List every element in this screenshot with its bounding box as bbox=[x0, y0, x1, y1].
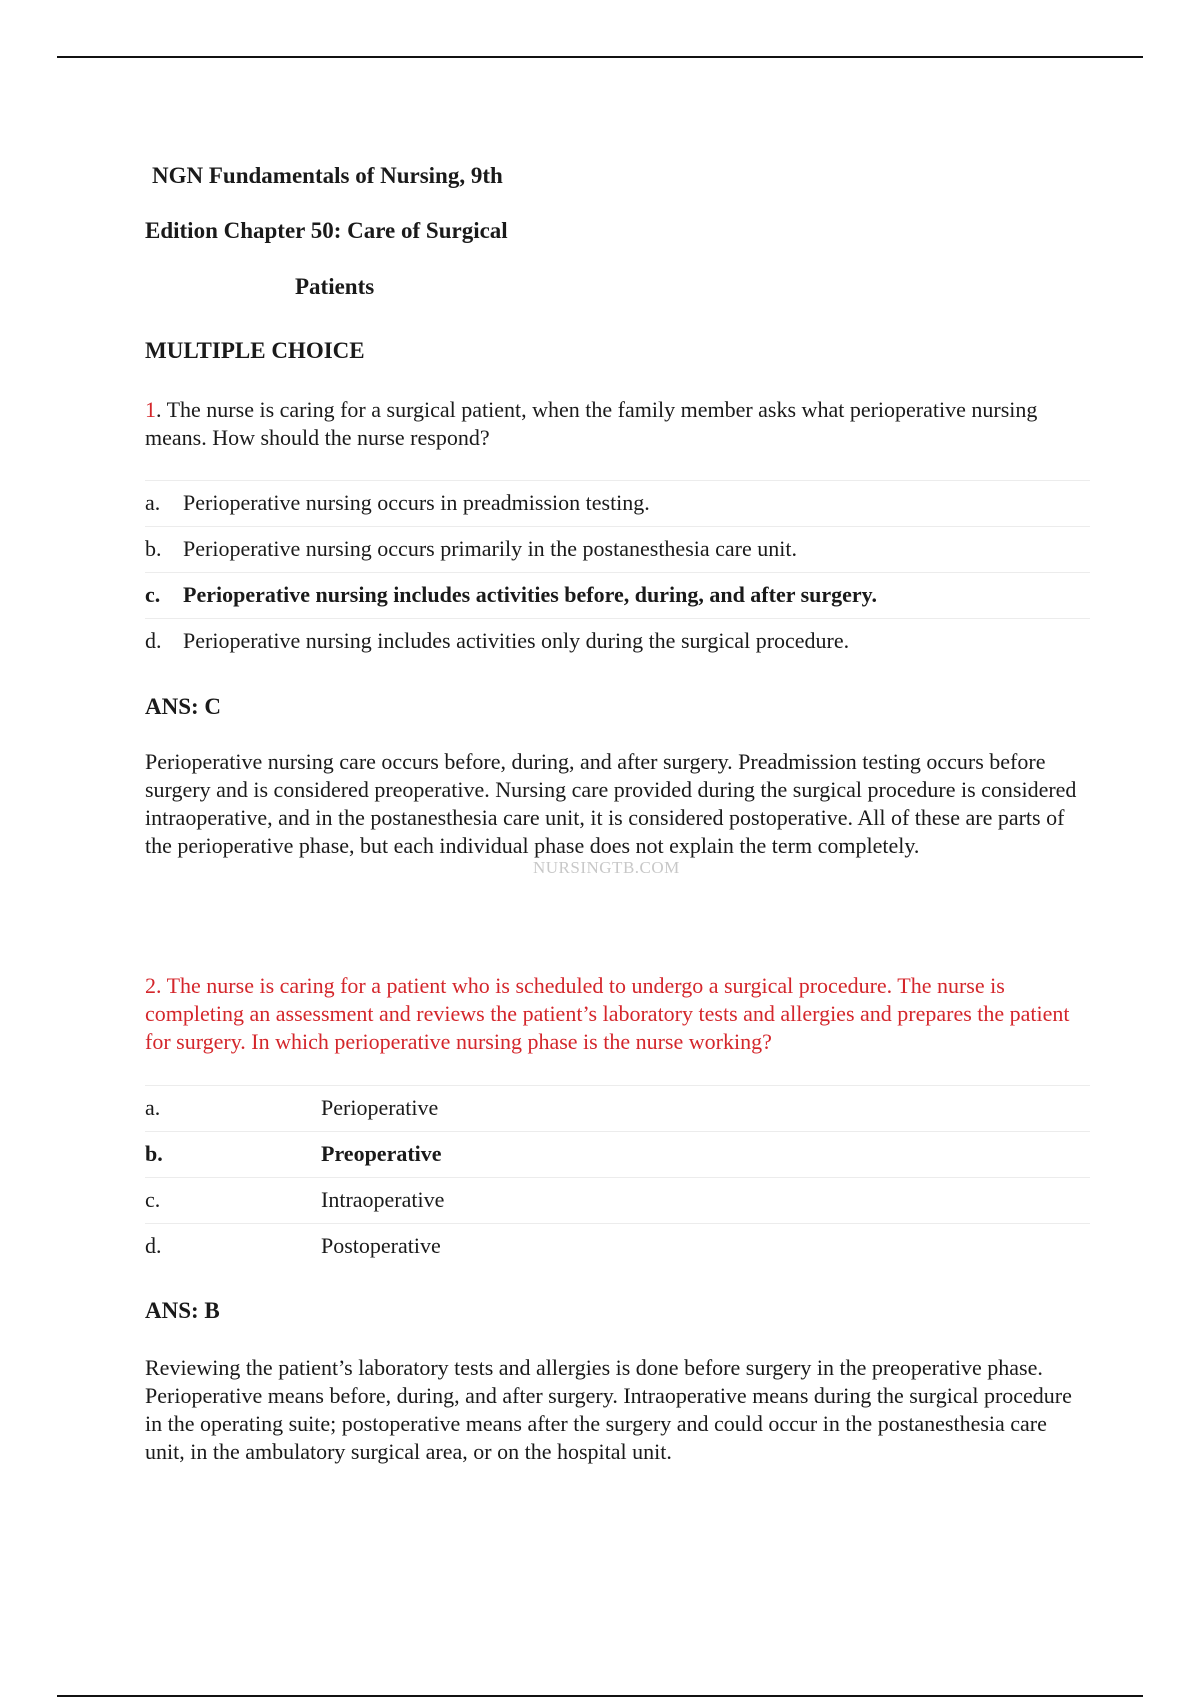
question-1-text: . The nurse is caring for a surgical patient, when the family member asks what perioperative nursing means. How should the nurse respond? bbox=[145, 397, 1038, 450]
question-1-option-a bbox=[145, 480, 1090, 525]
watermark: NURSINGTB.COM bbox=[533, 858, 680, 877]
question-2-option-d bbox=[145, 1223, 1090, 1268]
option-letter: d. bbox=[145, 1233, 162, 1258]
question-2-text: 2. The nurse is caring for a patient who is scheduled to undergo a surgical procedure. The nurse is completing an assessment and reviews the patient’s laboratory tests and allergies and prepares the patient for surgery. In which perioperative nursing phase is the nurse working? bbox=[145, 973, 1070, 1054]
question-2-rationale: Reviewing the patient’s laboratory tests and allergies is done before surgery in the preoperative phase. Perioperative means before, during, and after surgery. Intraoperative means during the surgical procedure in the operating suite; postoperative means after the surgery and could occur in the postanesthesia care unit, in the ambulatory surgical area, or on the hospital unit. bbox=[145, 1355, 1072, 1464]
option-letter: a. bbox=[145, 490, 161, 515]
option-letter: b. bbox=[145, 536, 162, 561]
title-line-1: NGN Fundamentals of Nursing, 9th bbox=[152, 163, 503, 188]
option-letter: a. bbox=[145, 1095, 161, 1120]
bottom-rule bbox=[57, 1695, 1143, 1697]
question-1-number: 1 bbox=[145, 397, 156, 422]
option-letter: c. bbox=[145, 1187, 161, 1212]
option-text: Preoperative bbox=[321, 1141, 442, 1166]
option-text: Postoperative bbox=[321, 1233, 441, 1258]
question-1-rationale: Perioperative nursing care occurs before, during, and after surgery. Preadmission testing occurs before surgery and is considered preoperative. Nursing care provided during the surgical procedure is considered intraoperative, and in the postanesthesia care unit, it is considered postoperative. All of these are parts of the perioperative phase, but each individual phase does not explain the term completely. bbox=[145, 749, 1077, 858]
option-text: Perioperative nursing occurs in preadmission testing. bbox=[183, 490, 650, 515]
option-letter: d. bbox=[145, 628, 162, 653]
option-text: Perioperative bbox=[321, 1095, 439, 1120]
question-2-option-a bbox=[145, 1085, 1090, 1130]
top-rule bbox=[57, 56, 1143, 58]
title-line-3: Patients bbox=[295, 274, 375, 299]
option-text: Perioperative nursing includes activities before, during, and after surgery. bbox=[183, 582, 877, 607]
section-heading: MULTIPLE CHOICE bbox=[145, 338, 365, 363]
question-1-answer: ANS: C bbox=[145, 694, 222, 719]
option-text: Perioperative nursing occurs primarily in the postanesthesia care unit. bbox=[183, 536, 797, 561]
question-2-answer: ANS: B bbox=[145, 1298, 220, 1323]
option-letter: b. bbox=[145, 1141, 163, 1166]
option-text: Intraoperative bbox=[321, 1187, 445, 1212]
question-1-option-b bbox=[145, 526, 1090, 571]
option-text: Perioperative nursing includes activities only during the surgical procedure. bbox=[183, 628, 850, 653]
option-letter: c. bbox=[145, 582, 161, 607]
title-line-2: Edition Chapter 50: Care of Surgical bbox=[145, 218, 508, 243]
question-2-option-b bbox=[145, 1131, 1090, 1176]
question-2-option-c bbox=[145, 1177, 1090, 1222]
question-1-option-c bbox=[145, 572, 1090, 617]
question-1-option-d bbox=[145, 618, 1090, 663]
question-1 bbox=[145, 396, 1090, 452]
